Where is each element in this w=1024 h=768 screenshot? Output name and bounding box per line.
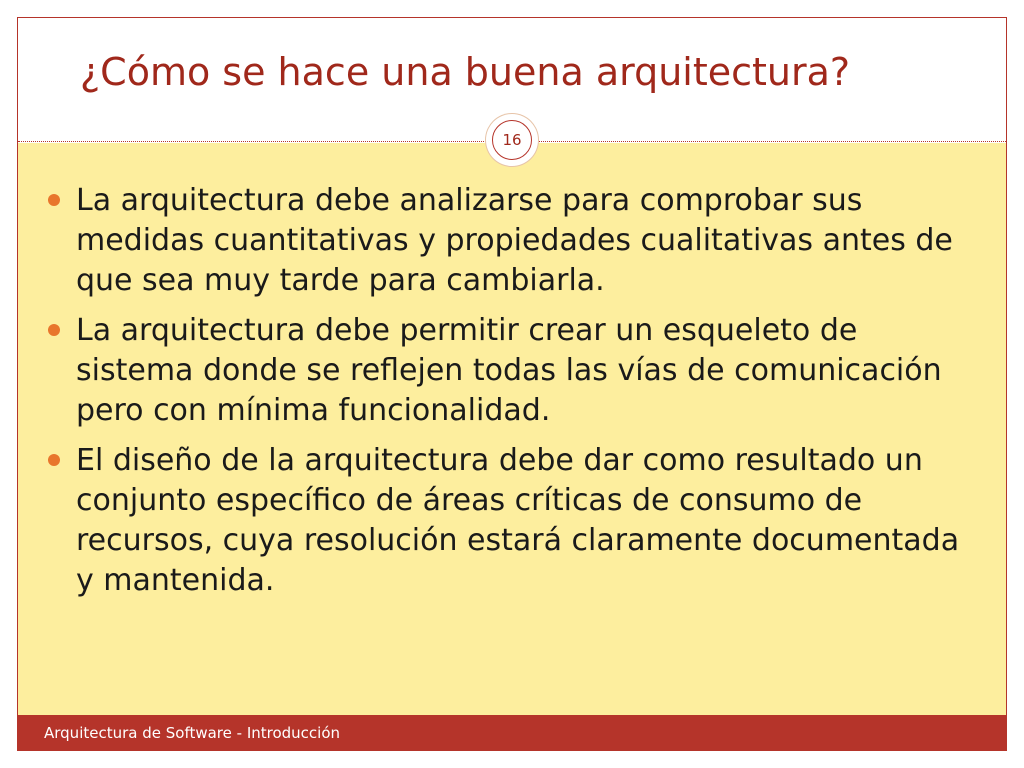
bullet-dot-icon [48, 454, 60, 466]
slide-footer [18, 715, 1006, 751]
bullet-list [30, 181, 980, 611]
page-number-badge [486, 114, 538, 166]
page-number: 16 [492, 120, 532, 160]
bullet-dot-icon [48, 324, 60, 336]
bullet-item [30, 181, 980, 301]
bullet-text: El diseño de la arquitectura debe dar como resultado un conjunto específico de áreas críticas de consumo de recursos, cuya resolución estará claramente documentada y mantenida. [76, 443, 960, 598]
bullet-text: La arquitectura debe analizarse para comprobar sus medidas cuantitativas y propiedades cualitativas antes de que sea muy tarde para cambiarla. [76, 183, 953, 298]
bullet-item [30, 441, 980, 601]
slide-title: ¿Cómo se hace una buena arquitectura? [80, 50, 851, 94]
bullet-item [30, 311, 980, 431]
bullet-text: La arquitectura debe permitir crear un esqueleto de sistema donde se reflejen todas las vías de comunicación pero con mínima funcionalidad. [76, 313, 942, 428]
bullet-dot-icon [48, 194, 60, 206]
footer-text: Arquitectura de Software - Introducción [44, 724, 341, 742]
